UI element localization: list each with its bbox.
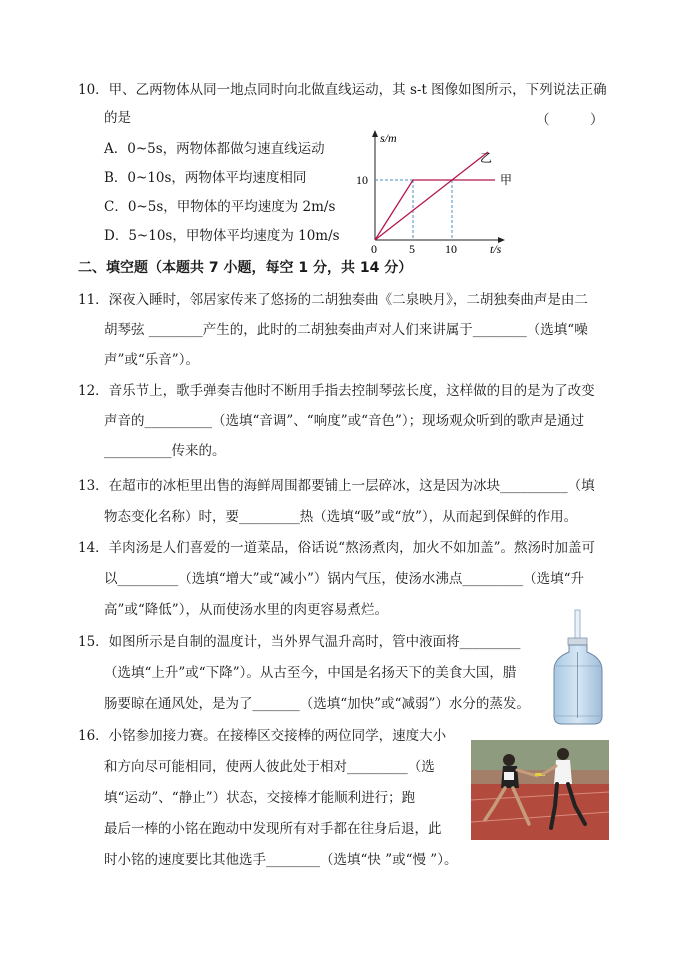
q14-line3: 高”或“降低”），从而使汤水里的肉更容易煮烂。 — [104, 602, 388, 618]
origin-label: 0 — [371, 242, 377, 256]
y-axis-arrow — [372, 130, 378, 137]
x-tick-10: 10 — [445, 242, 457, 256]
q12-line3: __________传来的。 — [104, 443, 226, 459]
q10-option-d: D．5~10s，甲物体平均速度为 10m/s — [104, 228, 340, 244]
q10-option-a: A．0~5s，两物体都做匀速直线运动 — [104, 141, 325, 157]
q11-line3: 声”或“乐音”）。 — [104, 352, 199, 368]
bottle-cap — [568, 638, 587, 645]
q14-line2: 以_________（选填“增大”或“减小”）锅内气压，使汤水沸点_________（选填“升 — [104, 571, 585, 587]
q11-line1: 11．深夜入睡时，邻居家传来了悠扬的二胡独奏曲《二泉映月》，二胡独奏曲声是由二 — [78, 292, 588, 308]
q16-line5: 时小铭的速度要比其他选手________（选填“快 ”或“慢 ”）。 — [104, 852, 458, 868]
x-tick-5: 5 — [409, 242, 415, 256]
q16-line3: 填“运动”、“静止”）状态，交接棒才能顺利进行；跑 — [104, 790, 416, 806]
q12-line2: 声音的__________（选填“音调”、“响度”或“音色”）；现场观众听到的歌声是通过 — [104, 413, 585, 429]
y-axis-label: s/m — [380, 131, 397, 145]
series-yi-label: 乙 — [480, 151, 493, 165]
st-graph — [350, 128, 520, 258]
x-axis-label: t/s — [490, 242, 502, 256]
thermometer-bottle-image — [550, 608, 606, 726]
q11-line2: 胡琴弦 ________产生的，此时的二胡独奏曲声对人们来讲属于________（选填“噪 — [104, 322, 588, 338]
q13-line2: 物态变化名称）时，要_________热（选填“吸”或“放”），从而起到保鲜的作用。 — [104, 509, 578, 525]
series-yi-line — [375, 152, 488, 240]
series-jia-label: 甲 — [500, 173, 513, 187]
series-jia-line — [375, 180, 495, 240]
q16-line4: 最后一棒的小铭在跑动中发现所有对手都在往身后退，此 — [104, 821, 442, 837]
q10-option-b: B．0~10s，两物体平均速度相同 — [104, 170, 307, 186]
q10-answer-paren: （ ） — [536, 112, 604, 128]
q14-line1: 14．羊肉汤是人们喜爱的一道菜品，俗话说“熬汤煮肉，加火不如加盖”。熬汤时加盖可 — [78, 540, 595, 556]
relay-race-photo — [471, 740, 609, 840]
q15-line1: 15．如图所示是自制的温度计，当外界气温升高时，管中液面将_________ — [78, 634, 521, 650]
q15-line2: （选填“上升”或“下降”）。从古至今，中国是名扬天下的美食大国，腊 — [104, 665, 517, 681]
bottle-neck — [554, 645, 602, 724]
q16-line2: 和方向尽可能相同，使两人彼此处于相对_________（选 — [104, 759, 435, 775]
q10-option-c: C．0~5s，甲物体的平均速度为 2m/s — [104, 199, 336, 215]
section-heading: 二、填空题（本题共 7 小题，每空 1 分，共 14 分） — [78, 260, 413, 276]
q16-line1: 16．小铭参加接力赛。在接棒区交接棒的两位同学，速度大小 — [78, 728, 447, 744]
q15-line3: 肠要晾在通风处，是为了_______（选填“加快”或“减弱”）水分的蒸发。 — [104, 696, 530, 712]
q10-line1: 10．甲、乙两物体从同一地点同时向北做直线运动，其 s-t 图像如图所示，下列说法正确 — [78, 82, 607, 98]
q13-line1: 13．在超市的冰柜里出售的海鲜周围都要铺上一层碎冰，这是因为冰块__________（填 — [78, 478, 595, 494]
q10-line2: 的是 — [104, 110, 131, 126]
y-tick-10: 10 — [356, 173, 368, 187]
q12-line1: 12．音乐节上，歌手弹奏吉他时不断用手指去控制琴弦长度，这样做的目的是为了改变 — [78, 383, 595, 399]
